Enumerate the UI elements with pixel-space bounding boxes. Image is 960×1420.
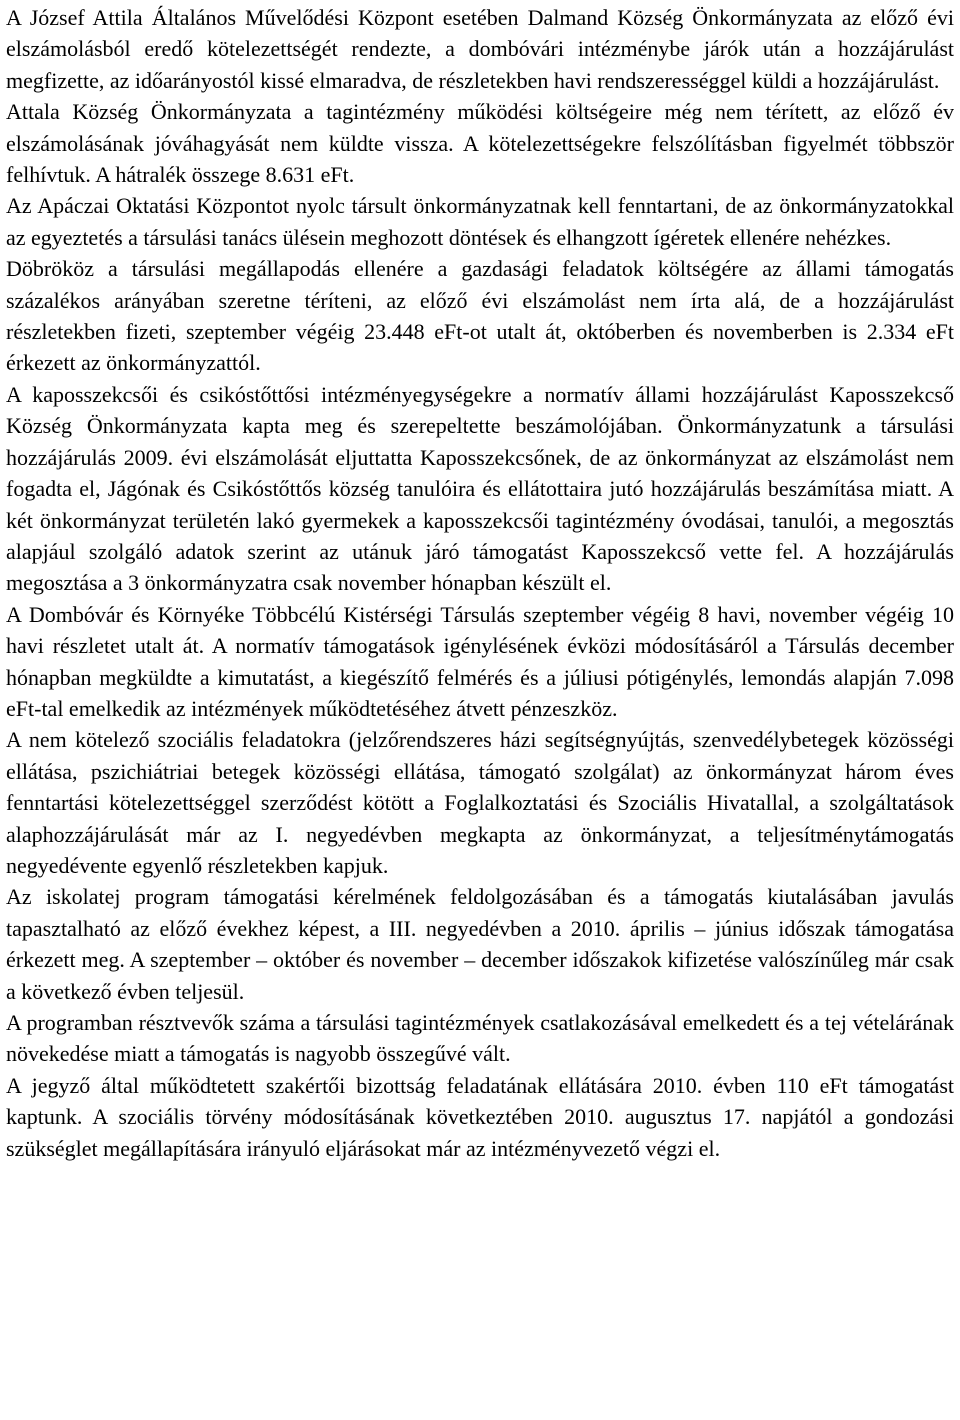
paragraph-dalmand: A József Attila Általános Művelődési Központ esetében Dalmand Község Önkormányzata az előző évi elszámolásból eredő kötelezettségét rendezte, a dombóvári intézménybe járók után a hozzájárulást megfizette, az időarányostól kissé elmaradva, de részletekben havi rendszerességgel küldi a hozzájárulást.	[6, 5, 954, 93]
paragraph-apaczai: Az Apáczai Oktatási Központot nyolc társult önkormányzatnak kell fenntartani, de az önkormányzatokkal az egyeztetés a társulási tanács ülésein meghozott döntések és elhangzott ígéretek ellenére nehézkes.	[6, 193, 954, 250]
paragraph-resztvevok: A programban résztvevők száma a társulási tagintézmények csatlakozásával emelkedett és a tej vételárának növekedése miatt a támogatás is nagyobb összegűvé vált.	[6, 1010, 954, 1067]
paragraph-szakertoi-bizottsag: A jegyző által működtetett szakértői bizottság feladatának ellátására 2010. évben 110 eFt támogatást kaptunk. A szociális törvény módosításának következtében 2010. augusztus 17. napjától a gondozási szükséglet megállapítására irányuló eljárásokat már az intézményvezető végzi el.	[6, 1072, 954, 1161]
paragraph-kaposszekcso: A kaposszekcsői és csikóstőttősi intézményegységekre a normatív állami hozzájárulást Kaposszekcső Község Önkormányzata kapta meg és szerepeltette beszámolójában. Önkormányzatunk a társulási hozzájárulás 2009. évi elszámolását eljuttatta Kaposszekcsőnek, de az önkormányzat az elszámolást nem fogadta el, Jágónak és Csikóstőttős község tanulóira és ellátottaira jutó hozzájárulás beszámítása miatt. A két önkormányzat területén lakó gyermekek a kaposszekcsői tagintézmény óvodásai, tanulói, a megosztás alapjául szolgáló adatok szerint az utánuk járó támogatást Kaposszekcső vette fel. A hozzájárulás megosztása a 3 önkormányzatra csak november hónapban készült el.	[6, 381, 954, 596]
paragraph-iskolatej: Az iskolatej program támogatási kérelmének feldolgozásában és a támogatás kiutalásában javulás tapasztalható az előző évekhez képest, a III. negyedévben a 2010. április – június időszak támogatása érkezett meg. A szeptember – október és november – december időszakok kifizetése valószínűleg már csak a következő évben teljesül.	[6, 884, 954, 1004]
paragraph-attala: Attala Község Önkormányzata a tagintézmény működési költségeire még nem térített, az előző év elszámolásának jóváhagyását nem küldte vissza. A kötelezettségekre felszólításban figyelmét többször felhívtuk. A hátralék összege 8.631 eFt.	[6, 99, 954, 188]
paragraph-dobrokoz: Döbrököz a társulási megállapodás ellenére a gazdasági feladatok költségére az állami támogatás százalékos arányában szeretne téríteni, az előző évi elszámolást nem írta alá, de a hozzájárulást részletekben fizeti, szeptember végéig 23.448 eFt-ot utalt át, októberben és novemberben is 2.334 eFt érkezett az önkormányzattól.	[6, 256, 954, 376]
paragraph-kistersegi-tarsulas: A Dombóvár és Környéke Többcélú Kistérségi Társulás szeptember végéig 8 havi, november végéig 10 havi részletet utalt át. A normatív támogatások igénylésének évközi módosításáról a Társulás december hónapban megküldte a kimutatást, a kiegészítő felmérés és a júliusi pótigénylés, lemondás alapján 7.098 eFt-tal emelkedik az intézmények működtetéséhez átvett pénzeszköz.	[6, 601, 954, 721]
paragraph-szocialis-feladatok: A nem kötelező szociális feladatokra (jelzőrendszeres házi segítségnyújtás, szenvedélybetegek közösségi ellátása, pszichiátriai betegek közösségi ellátása, támogató szolgálat) az önkormányzat három éves fenntartási kötelezettséggel szerződést kötött a Foglalkoztatási és Szociális Hivatallal, a szolgáltatások alaphozzájárulását már az I. negyedévben megkapta az önkormányzat, a teljesítménytámogatás negyedévente egyenlő részletekben kapjuk.	[6, 727, 954, 878]
